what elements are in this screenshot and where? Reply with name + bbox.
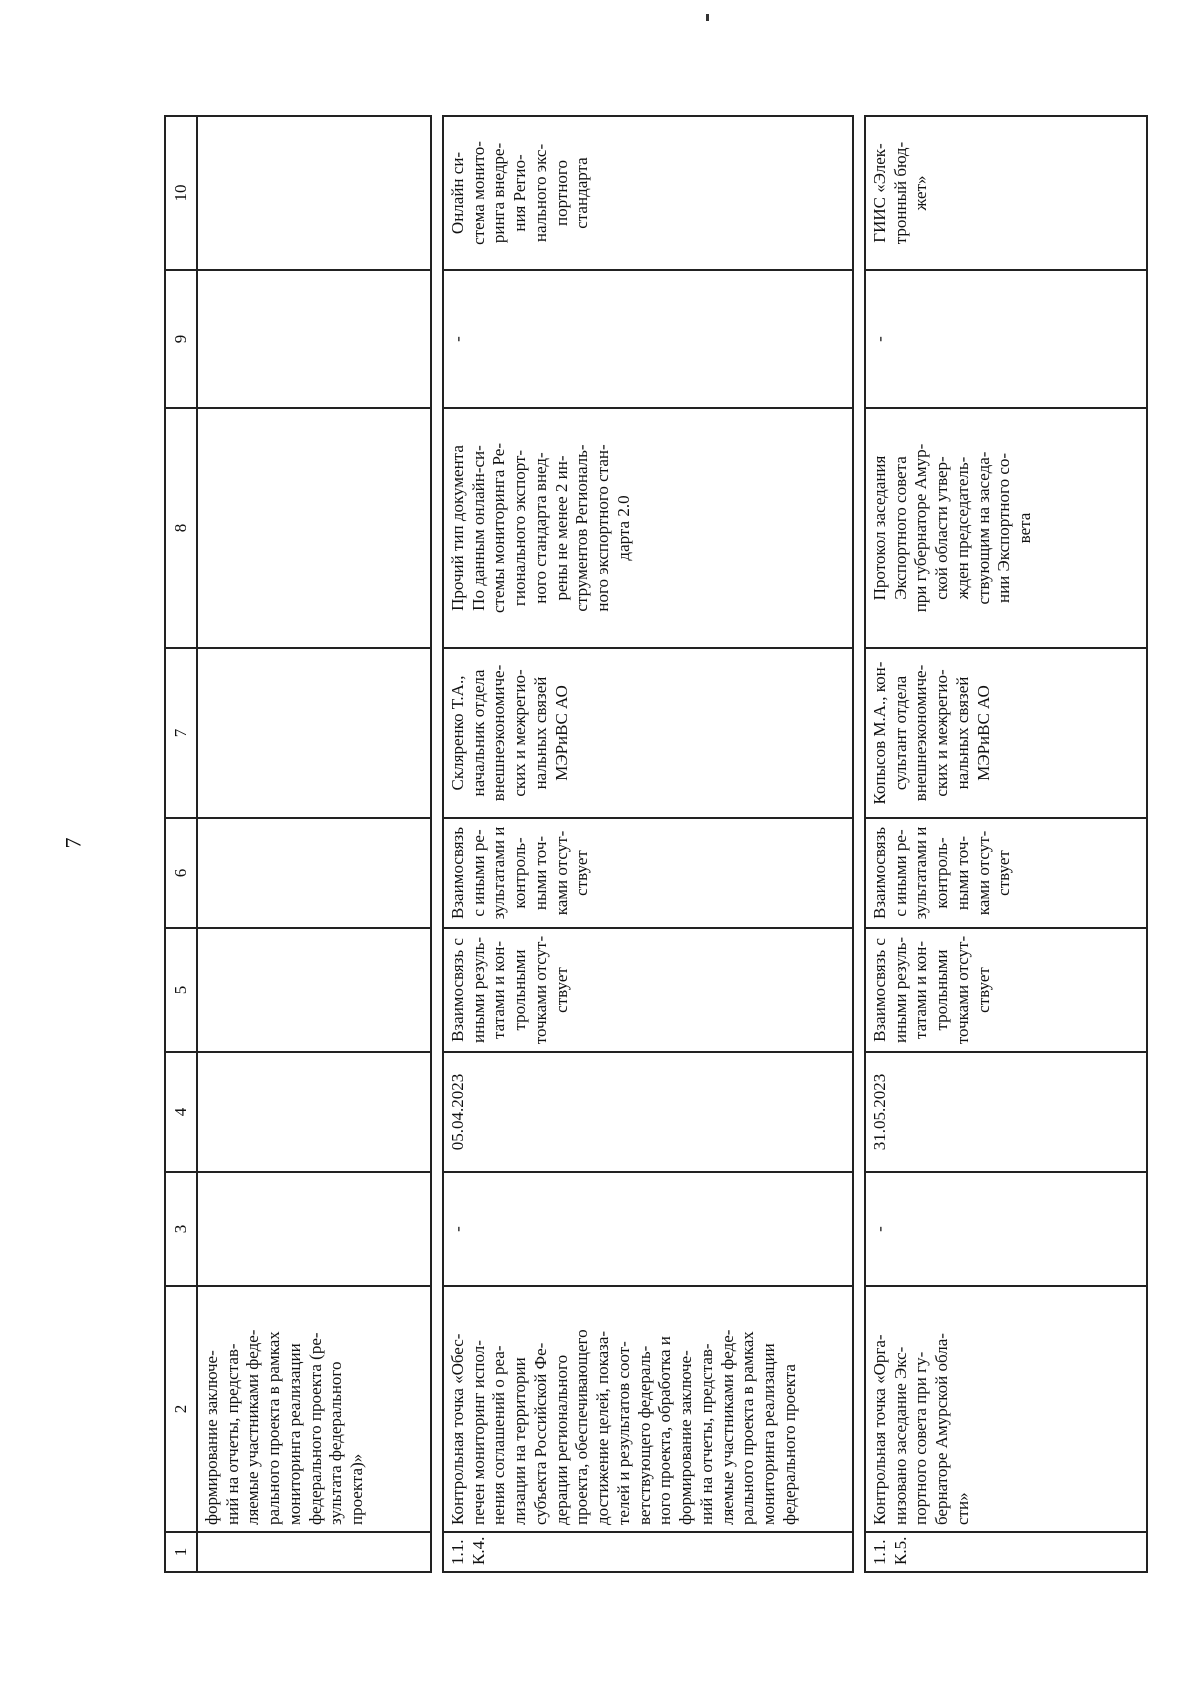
header-col-5: 5 (165, 928, 197, 1052)
header-col-3: 3 (165, 1172, 197, 1286)
row-system: ГИИС «Элек- тронный бюд- жет» (865, 116, 1147, 270)
row-col3: - (443, 1172, 853, 1286)
page-number: 7 (60, 837, 86, 849)
row-document: Прочий тип документа По данным онлайн-си- стемы мониторинга Ре- гионального экспорт- ного стандарта внед- рены не менее 2 ин- струментов Региональ- ного экспортного стан- дарта 2.0 (443, 408, 853, 648)
header-col-9: 9 (165, 270, 197, 408)
header-col-6: 6 (165, 818, 197, 928)
row-id: 1.1. К.5. (865, 1532, 1147, 1572)
header-col-8: 8 (165, 408, 197, 648)
continuation-description: формирование заключе- ний на отчеты, представ- ляемые участниками феде- рального проекта в рамках мониторинга реализации федерального проекта (ре- зультата федерального проекта)» (197, 1286, 431, 1532)
row-col6: Взаимосвязь с иными ре- зультатами и контроль- ными точ- ками отсут- ствует (443, 818, 853, 928)
row-col9: - (865, 270, 1147, 408)
header-col-7: 7 (165, 648, 197, 818)
row-description: Контрольная точка «Орга- низовано заседание Экс- портного совета при гу- бернаторе Амурской обла- сти» (865, 1286, 1147, 1532)
row-col9: - (443, 270, 853, 408)
row-date: 05.04.2023 (443, 1052, 853, 1172)
row-document: Протокол заседания Экспортного совета при губернаторе Амур- ской области утвер- жден председатель- ствующим на заседа- нии Экспортного со- вета (865, 408, 1147, 648)
header-col-1: 1 (165, 1532, 197, 1572)
scan-artifact (706, 14, 709, 21)
row-col5: Взаимосвязь с иными резуль- татами и кон- трольными точками отсут- ствует (443, 928, 853, 1052)
table-row (443, 116, 853, 1572)
row-id: 1.1. К.4. (443, 1532, 853, 1572)
header-col-4: 4 (165, 1052, 197, 1172)
header-col-2: 2 (165, 1286, 197, 1532)
row-col6: Взаимосвязь с иными ре- зультатами и контроль- ными точ- ками отсут- ствует (865, 818, 1147, 928)
row-responsible: Копысов М.А., кон- сультант отдела внешнеэкономиче- ских и межрегио- нальных связей МЭРиВС АО (865, 648, 1147, 818)
control-points-table (164, 115, 1148, 1573)
row-responsible: Скляренко Т.А., начальник отдела внешнеэкономиче- ских и межрегио- нальных связей МЭРиВС АО (443, 648, 853, 818)
header-row (165, 116, 197, 1572)
row-system: Онлайн си- стема монито- ринга внедре- ния Регио- нального экс- портного стандарта (443, 116, 853, 270)
row-description: Контрольная точка «Обес- печен мониторинг испол- нения соглашений о реа- лизации на территории субъекта Российской Фе- дерации регионального проекта, обеспечивающего достижение целей, показа- телей и результатов соот- ветствующего федераль- ного проекта, обработка и формирование заключе- ний на отчеты, представ- ляемые участниками феде- рального проекта в рамках мониторинга реализации федерального проекта (443, 1286, 853, 1532)
row-col3: - (865, 1172, 1147, 1286)
table-row (865, 116, 1147, 1572)
continuation-row (197, 116, 431, 1572)
row-date: 31.05.2023 (865, 1052, 1147, 1172)
row-col5: Взаимосвязь с иными резуль- татами и кон- трольными точками отсут- ствует (865, 928, 1147, 1052)
header-col-10: 10 (165, 116, 197, 270)
rotated-table-container (164, 117, 1148, 1573)
